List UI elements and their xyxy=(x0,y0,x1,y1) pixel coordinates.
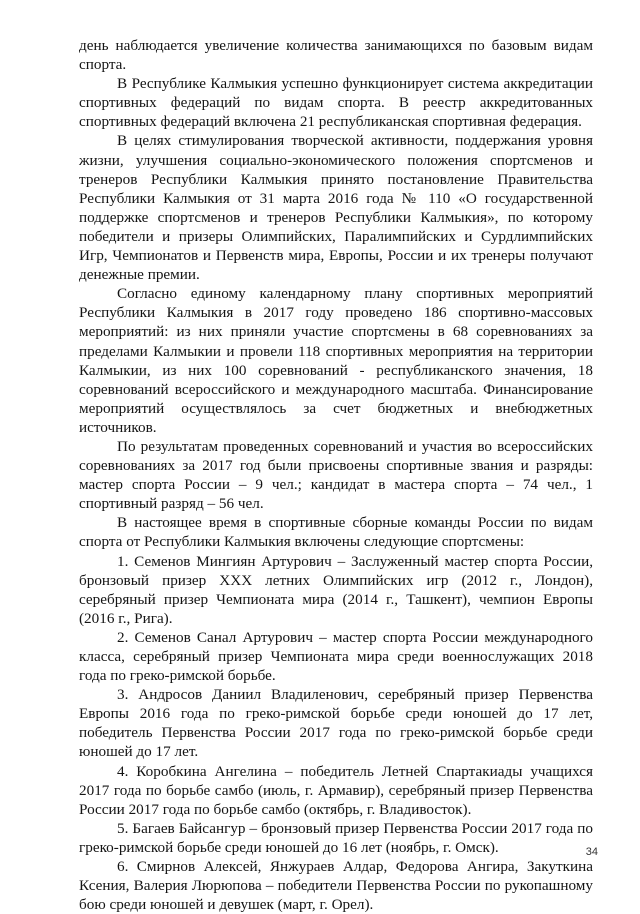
paragraph-continuation: день наблюдается увеличение количества занимающихся по базовым видам спорта. xyxy=(79,37,593,74)
paragraph-calendar-plan: Согласно единому календарному плану спортивных мероприятий Республики Калмыкия в 2017 году проведено 186 спортивно-массовых мероприятий: из них приняли участие спортсмены в 68 соревнованиях за пределами Калмыкии и провели 118 спортивных мероприятия на территории Калмыкии, из них 100 соревнований - республиканского значения, 18 соревнований всероссийского и международного масштаба. Финансирование мероприятий осуществлялось за счет бюджетных и внебюджетных источников. xyxy=(79,285,593,436)
paragraph-sport-titles: По результатам проведенных соревнований и участия во всероссийских соревнованиях за 2017 год были присвоены спортивные звания и разряды: мастер спорта России – 9 чел.; кандидат в мастера спорта – 74 чел., 1 спортивный разряд – 56 чел. xyxy=(79,437,593,513)
list-item-athlete-3: 3. Андросов Даниил Владиленович, серебряный призер Первенства Европы 2016 года по греко-римской борьбе среди юношей до 17 лет, победитель Первенства России 2017 года по греко-римской борьбе среди юношей до 17 лет. xyxy=(79,686,593,761)
paragraph-accreditation: В Республике Калмыкия успешно функционирует система аккредитации спортивных федераций по видам спорта. В реестр аккредитованных спортивных федераций включена 21 республиканская спортивная федерация. xyxy=(79,75,593,131)
page-number: 34 xyxy=(585,846,598,858)
list-item-athlete-2: 2. Семенов Санал Артурович – мастер спорта России международного класса, серебряный призер Чемпионата мира среди военнослужащих 2018 года по греко-римской борьбе. xyxy=(79,628,593,685)
list-item-athlete-4: 4. Коробкина Ангелина – победитель Летней Спартакиады учащихся 2017 года по борьбе самбо (июль, г. Армавир), серебряный призер Первенства России 2017 года по борьбе самбо (октябрь, г. Владивосток). xyxy=(79,762,593,818)
document-body xyxy=(79,36,593,914)
list-item-athlete-5: 5. Багаев Байсангур – бронзовый призер Первенства России 2017 года по греко-римской борьбе среди юношей до 16 лет (ноябрь, г. Омск). xyxy=(79,819,593,856)
paragraph-state-support: В целях стимулирования творческой активности, поддержания уровня жизни, улучшения социально-экономического положения спортсменов и тренеров Республики Калмыкия принято постановление Правительства Республики Калмыкия от 31 марта 2016 года № 110 «О государственной поддержке спортсменов и тренеров Республики Калмыкия», по которому победители и призеры Олимпийских, Паралимпийских и Сурдлимпийских Игр, Чемпионатов и Первенств мира, Европы, России и их тренеры получают денежные премии. xyxy=(79,132,593,284)
list-item-athlete-6: 6. Смирнов Алексей, Янжураев Алдар, Федорова Ангира, Закуткина Ксения, Валерия Люрюпова – победители Первенства России по рукопашному бою среди юношей и девушек (март, г. Орел). xyxy=(79,858,593,914)
list-item-athlete-1: 1. Семенов Мингиян Артурович – Заслуженный мастер спорта России, бронзовый призер XXX летних Олимпийских игр (2012 г., Лондон), серебряный призер Чемпионата мира (2014 г., Ташкент), чемпион Европы (2016 г., Рига). xyxy=(79,552,593,627)
paragraph-national-team-intro: В настоящее время в спортивные сборные команды России по видам спорта от Республики Калмыкия включены следующие спортсмены: xyxy=(79,514,593,551)
